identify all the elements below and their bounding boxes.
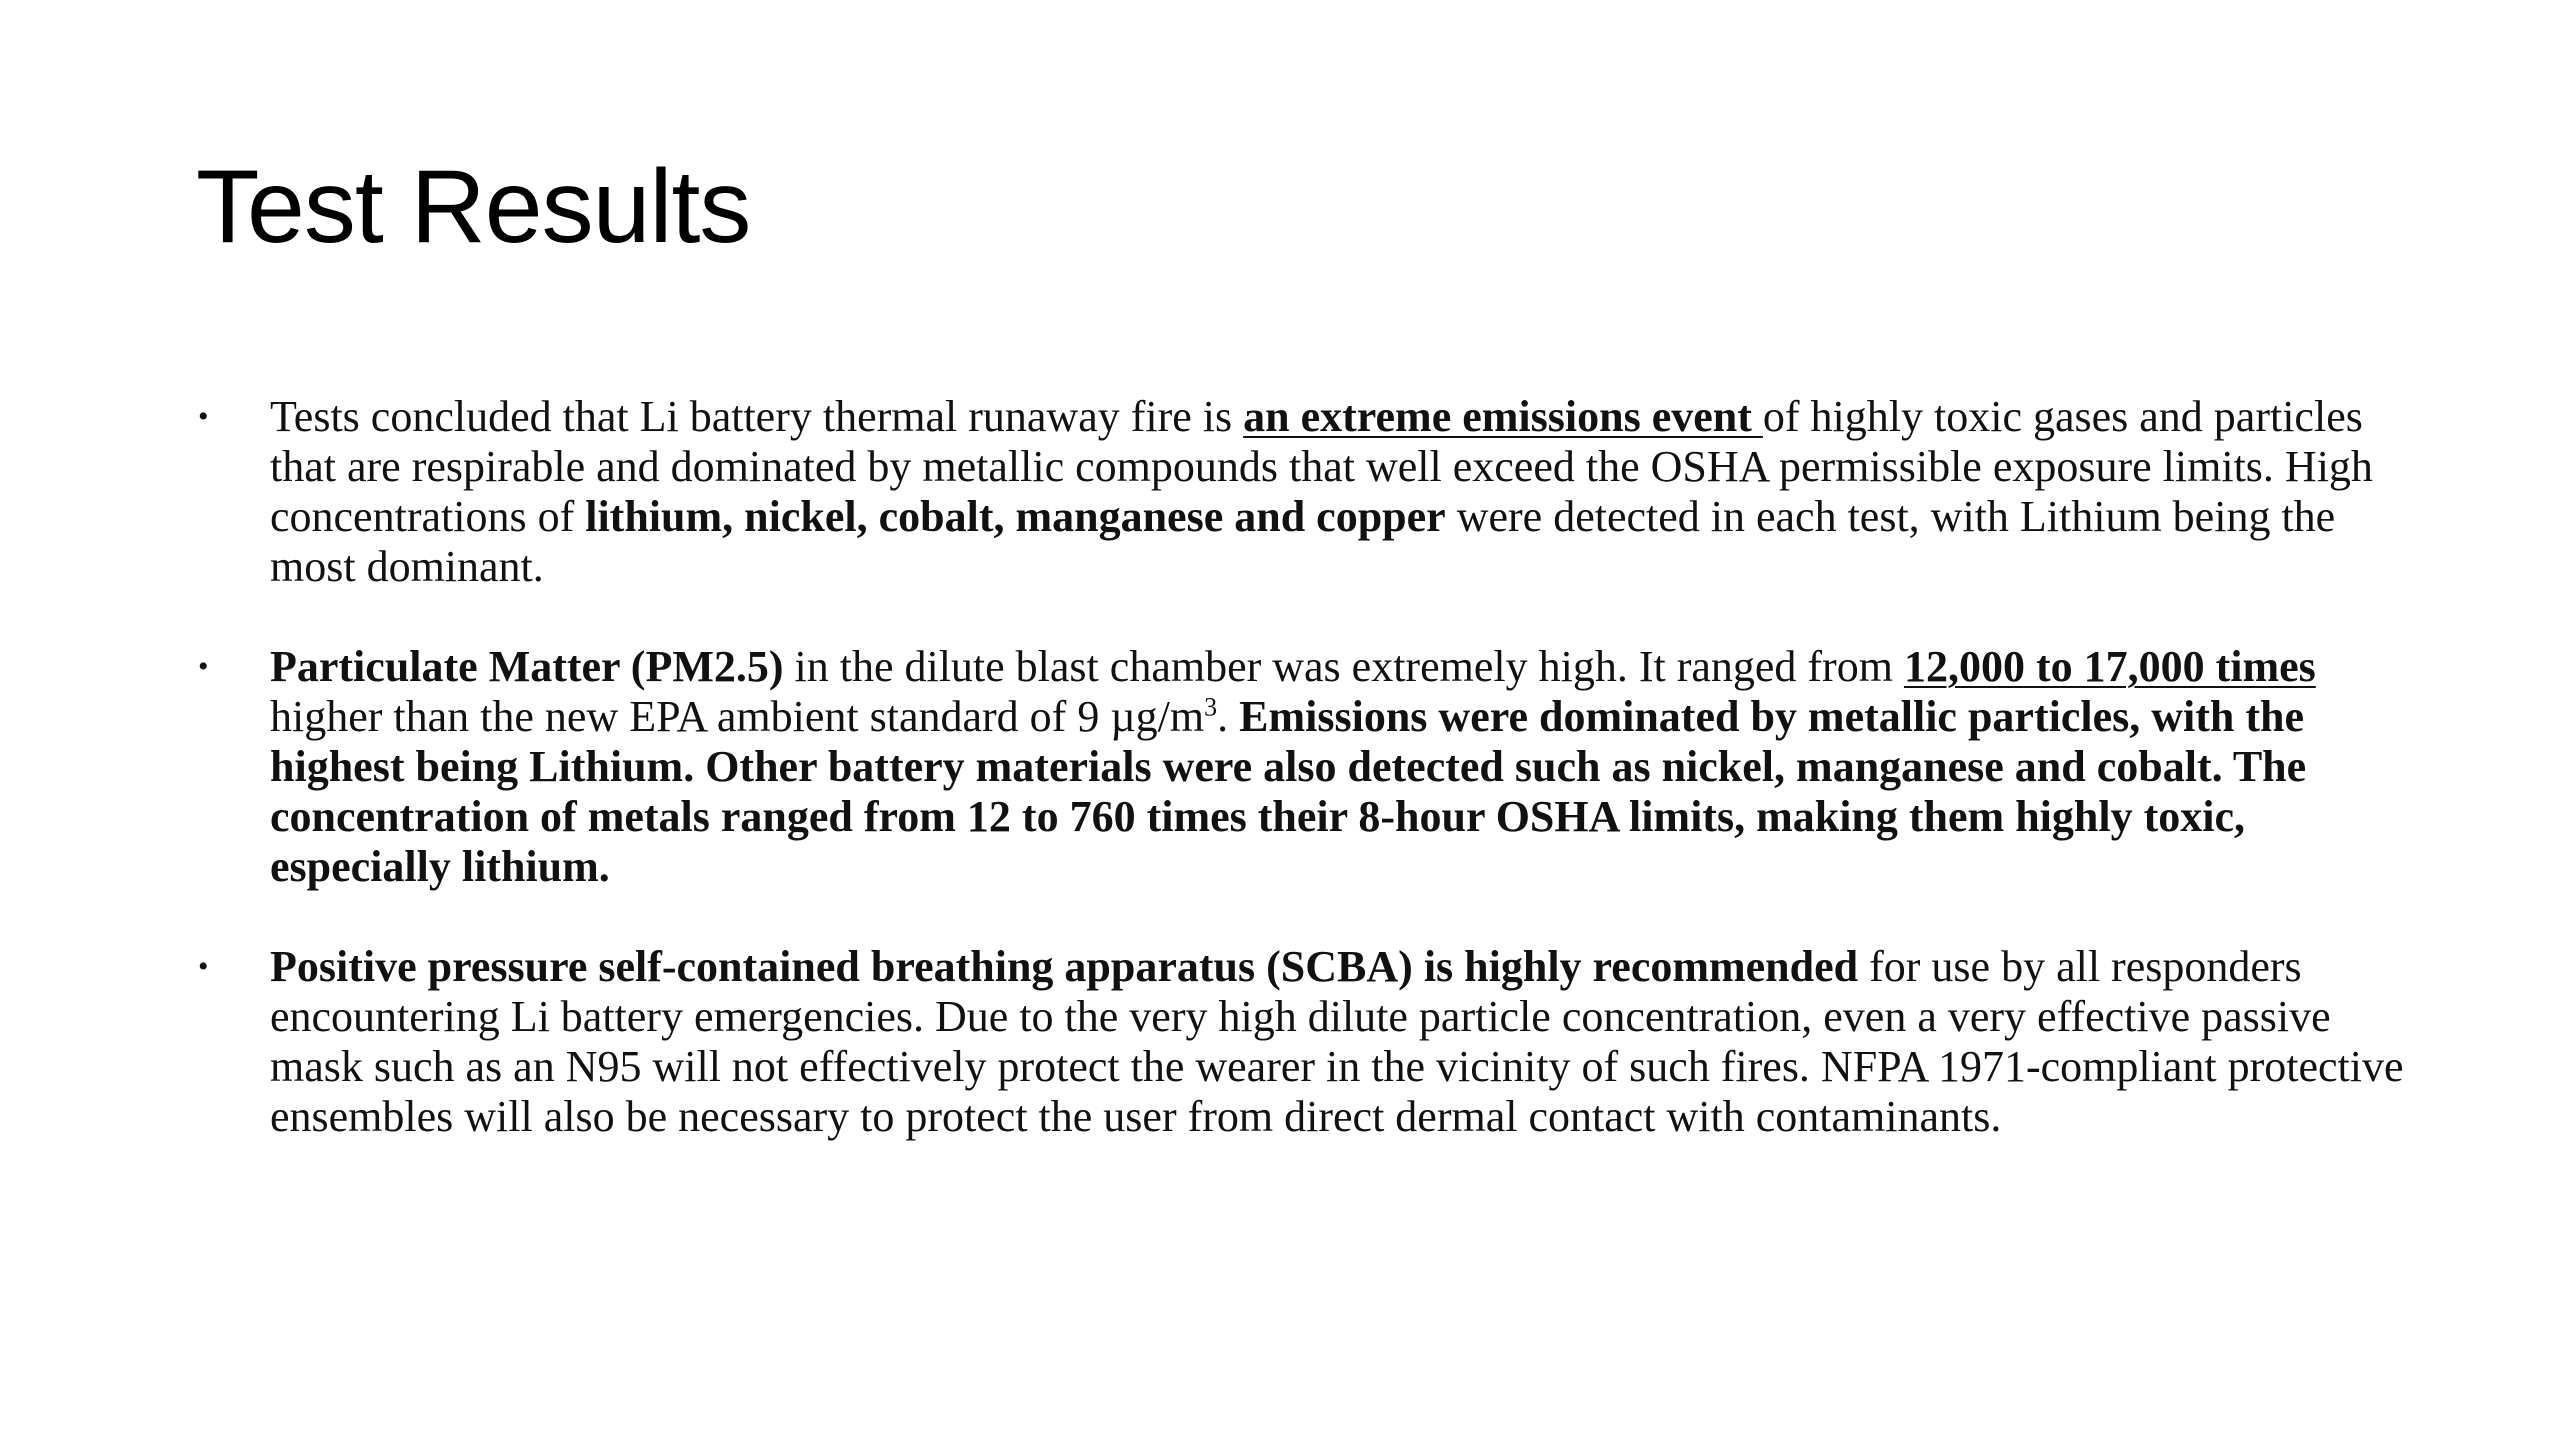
bullet-item — [196, 642, 2406, 892]
text-run: Tests concluded that Li battery thermal runaway fire is — [270, 392, 1244, 441]
bullet-text — [270, 642, 2316, 891]
text-run-bold: Positive pressure self-contained breathing apparatus (SCBA) is highly recommended — [270, 942, 1859, 991]
bullet-list — [196, 392, 2406, 1192]
bullet-text — [270, 392, 2373, 591]
text-run: higher than the new EPA ambient standard of 9 µg/m — [270, 692, 1205, 741]
bullet-item — [196, 392, 2406, 592]
bullet-dot-icon: • — [198, 400, 209, 433]
bullet-text — [270, 942, 2403, 1141]
text-run-emphasis: an extreme emissions event — [1243, 392, 1763, 441]
slide-title: Test Results — [196, 149, 751, 265]
text-run-bold: Emissions were dominated by metallic particles, with the highest being Lithium. Other battery materials were also detected such as nickel, manganese and cobalt. The concentration of metals ranged from 12 to 760 times their 8-hour OSHA limits, making them highly toxic, especially lithium. — [270, 692, 2307, 891]
text-run-bold: lithium, nickel, cobalt, manganese and copper — [585, 492, 1446, 541]
bullet-dot-icon: • — [198, 650, 209, 683]
text-run: were detected in each test, with Lithium being the most dominant. — [270, 492, 2336, 591]
text-run-emphasis: 12,000 to 17,000 times — [1903, 642, 2316, 691]
text-run: of highly toxic gases and particles that are respirable and dominated by metallic compounds that well exceed the OSHA permissible exposure limits. High concentrations of — [270, 392, 2373, 541]
text-run: . — [1217, 692, 1240, 741]
bullet-item — [196, 942, 2406, 1142]
text-run: for use by all responders encountering Li battery emergencies. Due to the very high dilute particle concentration, even a very effective passive mask such as an N95 will not effectively protect the wearer in the vicinity of such fires. NFPA 1971-compliant protective ensembles will also be necessary to protect the user from direct dermal contact with contaminants. — [270, 942, 2404, 1141]
text-run-bold: Particulate Matter (PM2.5) — [270, 642, 784, 691]
text-run: in the dilute blast chamber was extremely high. It ranged from — [783, 642, 1904, 691]
superscript: 3 — [1204, 692, 1218, 722]
bullet-dot-icon: • — [198, 950, 209, 983]
